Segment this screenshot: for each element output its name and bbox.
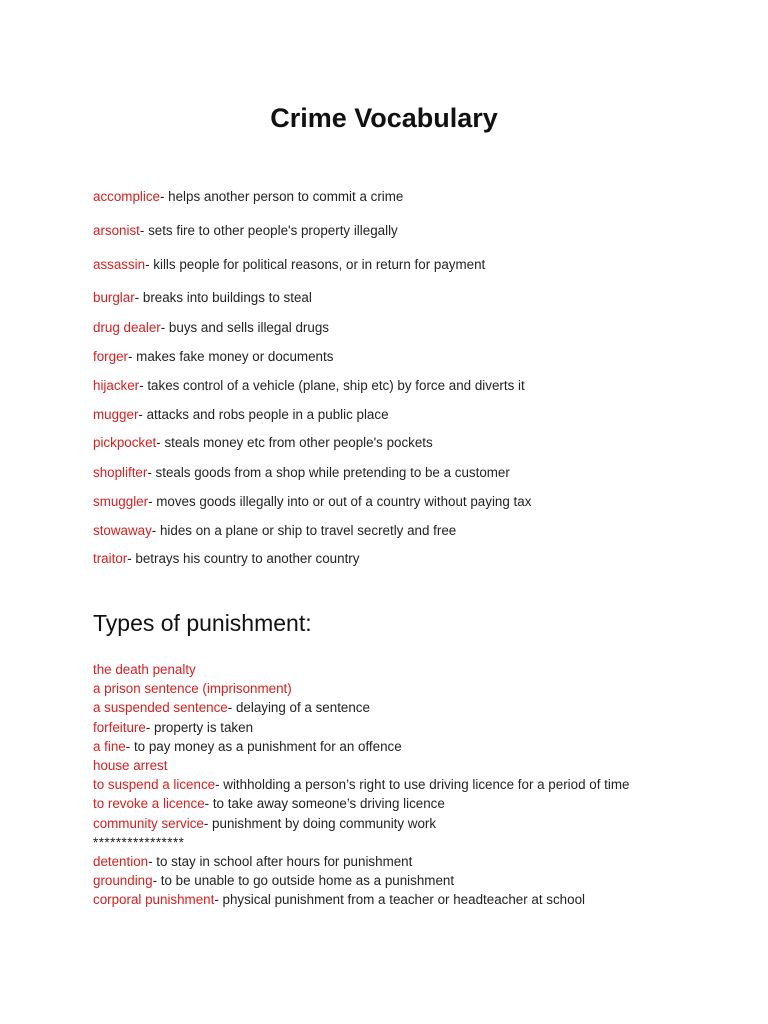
vocab-definition: - makes fake money or documents [127,349,334,364]
punishment-section-title: Types of punishment: [93,610,312,636]
punishment-term: to suspend a licence [93,777,216,793]
punishment-entry [93,737,733,756]
punishment-definition: - delaying of a sentence [227,700,370,716]
vocab-entry [93,319,329,337]
punishment-entry [93,814,733,833]
punishment-definition: - to take away someone’s driving licence [204,796,445,812]
vocab-term: mugger [93,407,139,422]
vocab-entry [93,222,398,240]
vocab-entry [93,289,312,307]
vocab-definition: - attacks and robs people in a public place [138,407,389,422]
punishment-entry [93,775,733,794]
vocab-term: accomplice [93,189,160,204]
vocab-definition: - kills people for political reasons, or in return for payment [145,257,486,272]
punishment-term: a suspended sentence [93,700,228,716]
punishment-term: forfeiture [93,719,146,735]
punishment-term: a prison sentence (imprisonment) [93,681,292,697]
vocab-definition: - takes control of a vehicle (plane, ship etc) by force and diverts it [139,378,525,393]
vocab-entry [93,348,333,366]
punishment-entry [93,890,733,909]
vocab-definition: - helps another person to commit a crime [159,189,404,204]
vocab-entry [93,550,359,568]
punishment-term: the death penalty [93,662,196,677]
vocab-definition: - betrays his country to another country [127,551,360,566]
vocab-definition: - buys and sells illegal drugs [160,320,329,335]
vocab-term: stowaway [93,523,152,538]
punishment-definition: - withholding a person’s right to use driving licence for a period of time [215,777,630,793]
punishment-entry [93,871,733,890]
punishment-entry [93,756,733,775]
punishment-definition: - to stay in school after hours for punishment [148,854,413,870]
punishment-list [93,660,733,910]
punishment-entry [93,679,733,698]
vocab-definition: - breaks into buildings to steal [134,290,312,305]
vocab-entry [93,377,525,395]
punishment-entry [93,660,733,679]
vocab-definition: - moves goods illegally into or out of a country without paying tax [148,494,532,509]
vocab-definition: - steals goods from a shop while pretending to be a customer [147,465,510,480]
vocab-entry [93,434,433,452]
vocab-entry [93,522,456,540]
punishment-definition: - property is taken [145,719,254,735]
vocab-entry [93,406,389,424]
vocab-term: drug dealer [93,320,161,335]
punishment-term: detention [93,854,149,870]
punishment-term: corporal punishment [93,892,215,908]
stars-divider: **************** [93,834,185,850]
separator-stars [93,833,733,852]
page-title: Crime Vocabulary [270,103,498,133]
vocab-term: smuggler [93,494,149,509]
punishment-term: to revoke a licence [93,796,205,812]
vocab-entry [93,256,485,274]
punishment-term: grounding [93,873,153,889]
vocab-term: traitor [93,551,128,566]
punishment-definition: - to pay money as a punishment for an offence [125,738,402,754]
punishment-definition: - physical punishment from a teacher or headteacher at school [214,892,586,908]
punishment-definition: - to be unable to go outside home as a punishment [152,873,455,889]
punishment-term: house arrest [93,758,168,774]
vocab-term: assassin [93,257,146,272]
vocab-definition: - steals money etc from other people's pockets [156,435,433,450]
punishment-definition: - punishment by doing community work [203,815,437,831]
vocab-entry [93,188,403,206]
punishment-entry [93,794,733,813]
vocab-definition: - hides on a plane or ship to travel secretly and free [151,523,457,538]
punishment-entry [93,852,733,871]
vocab-term: arsonist [93,223,140,238]
vocab-entry [93,493,531,511]
vocab-definition: - sets fire to other people's property illegally [139,223,398,238]
vocab-term: burglar [93,290,135,305]
vocab-term: hijacker [93,378,140,393]
vocab-term: shoplifter [93,465,148,480]
vocab-entry [93,464,510,482]
punishment-term: community service [93,815,204,831]
vocab-term: forger [93,349,128,364]
punishment-term: a fine [93,738,126,754]
punishment-entry [93,698,733,717]
vocab-term: pickpocket [93,435,157,450]
punishment-entry [93,718,733,737]
